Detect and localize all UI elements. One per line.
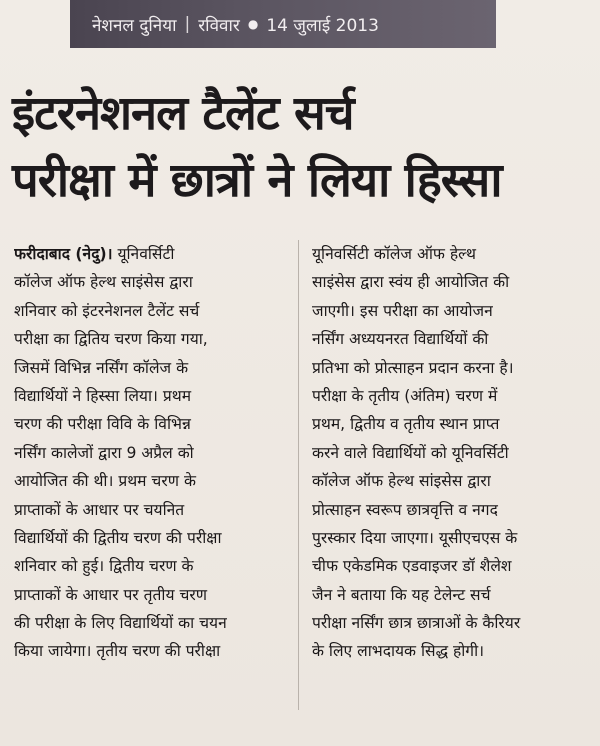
article-line: शनिवार को हुई। द्वितीय चरण के [14,557,194,576]
article-line: प्रोत्साहन स्वरूप छात्रवृत्ति व नगद [312,500,498,519]
article-line: जिसमें विभिन्न नर्सिंग कॉलेज के [14,358,189,377]
masthead-separator: | [184,14,191,34]
issue-date: 14 जुलाई 2013 [266,15,379,36]
article-line: परीक्षा के तृतीय (अंतिम) चरण में [312,386,498,405]
headline-line-1: इंटरनेशनल टैलेंट सर्च [12,86,354,141]
article-line: कॉलेज ऑफ हेल्थ साइंसेस द्वारा [14,273,193,292]
masthead [70,0,496,48]
article-line: प्राप्ताकों के आधार पर चयनित [14,500,185,519]
article-line: नर्सिंग अध्ययनरत विद्यार्थियों की [312,330,489,349]
article-line-text: यूनिवर्सिटी [112,245,175,263]
article-line: प्राप्ताकों के आधार पर तृतीय चरण [14,585,208,604]
article-line: जाएगी। इस परीक्षा का आयोजन [312,301,493,320]
article-line [14,240,294,268]
article-line: कॉलेज ऑफ हेल्थ सांइसेस द्वारा [312,472,491,491]
article-line: आयोजित की थी। प्रथम चरण के [14,472,196,491]
article-line: जैन ने बताया कि यह टेलेन्ट सर्च [312,585,491,604]
article-line: पुरस्कार दिया जाएगा। यूसीएचएस के [312,528,518,547]
paper-name: नेशनल दुनिया [92,15,177,36]
headline [12,80,592,214]
headline-line-2: परीक्षा में छात्रों ने लिया हिस्सा [12,153,502,208]
article-line: शनिवार को इंटरनेशनल टैलेंट सर्च [14,301,200,320]
article-line: के लिए लाभदायक सिद्ध होगी। [312,642,485,661]
article-line: चरण की परीक्षा विवि के विभिन्न [14,415,191,434]
article-line: साइंसेस द्वारा स्वंय ही आयोजित की [312,273,510,292]
article-line: चीफ एकेडमिक एडवाइजर डॉ शैलेश [312,557,512,576]
article-line: विद्यार्थियों की द्वितीय चरण की परीक्षा [14,528,222,547]
article-column-left [14,240,294,666]
article-line: प्रतिभा को प्रोत्साहन प्रदान करना है। [312,358,514,377]
article-line: यूनिवर्सिटी कॉलेज ऑफ हेल्थ [312,245,476,263]
article-line: नर्सिंग कालेजों द्वारा 9 अप्रैल को [14,443,194,462]
article-line: परीक्षा का द्वितिय चरण किया गया, [14,330,208,349]
article-column-right [312,240,592,666]
dateline: फरीदाबाद (नेदु)। [14,245,113,263]
article-line: किया जायेगा। तृतीय चरण की परीक्षा [14,642,221,661]
article-line: प्रथम, द्वितीय व तृतीय स्थान प्राप्त [312,415,500,434]
column-divider [298,240,299,710]
article-line: करने वाले विद्यार्थियों को यूनिवर्सिटी [312,443,509,462]
article-line: परीक्षा नर्सिंग छात्र छात्राओं के कैरियर [312,614,521,633]
bullet-icon: ● [247,17,259,31]
article-line: विद्यार्थियों ने हिस्सा लिया। प्रथम [14,386,192,405]
issue-day: रविवार [198,15,240,36]
article-line: की परीक्षा के लिए विद्यार्थियों का चयन [14,614,227,633]
